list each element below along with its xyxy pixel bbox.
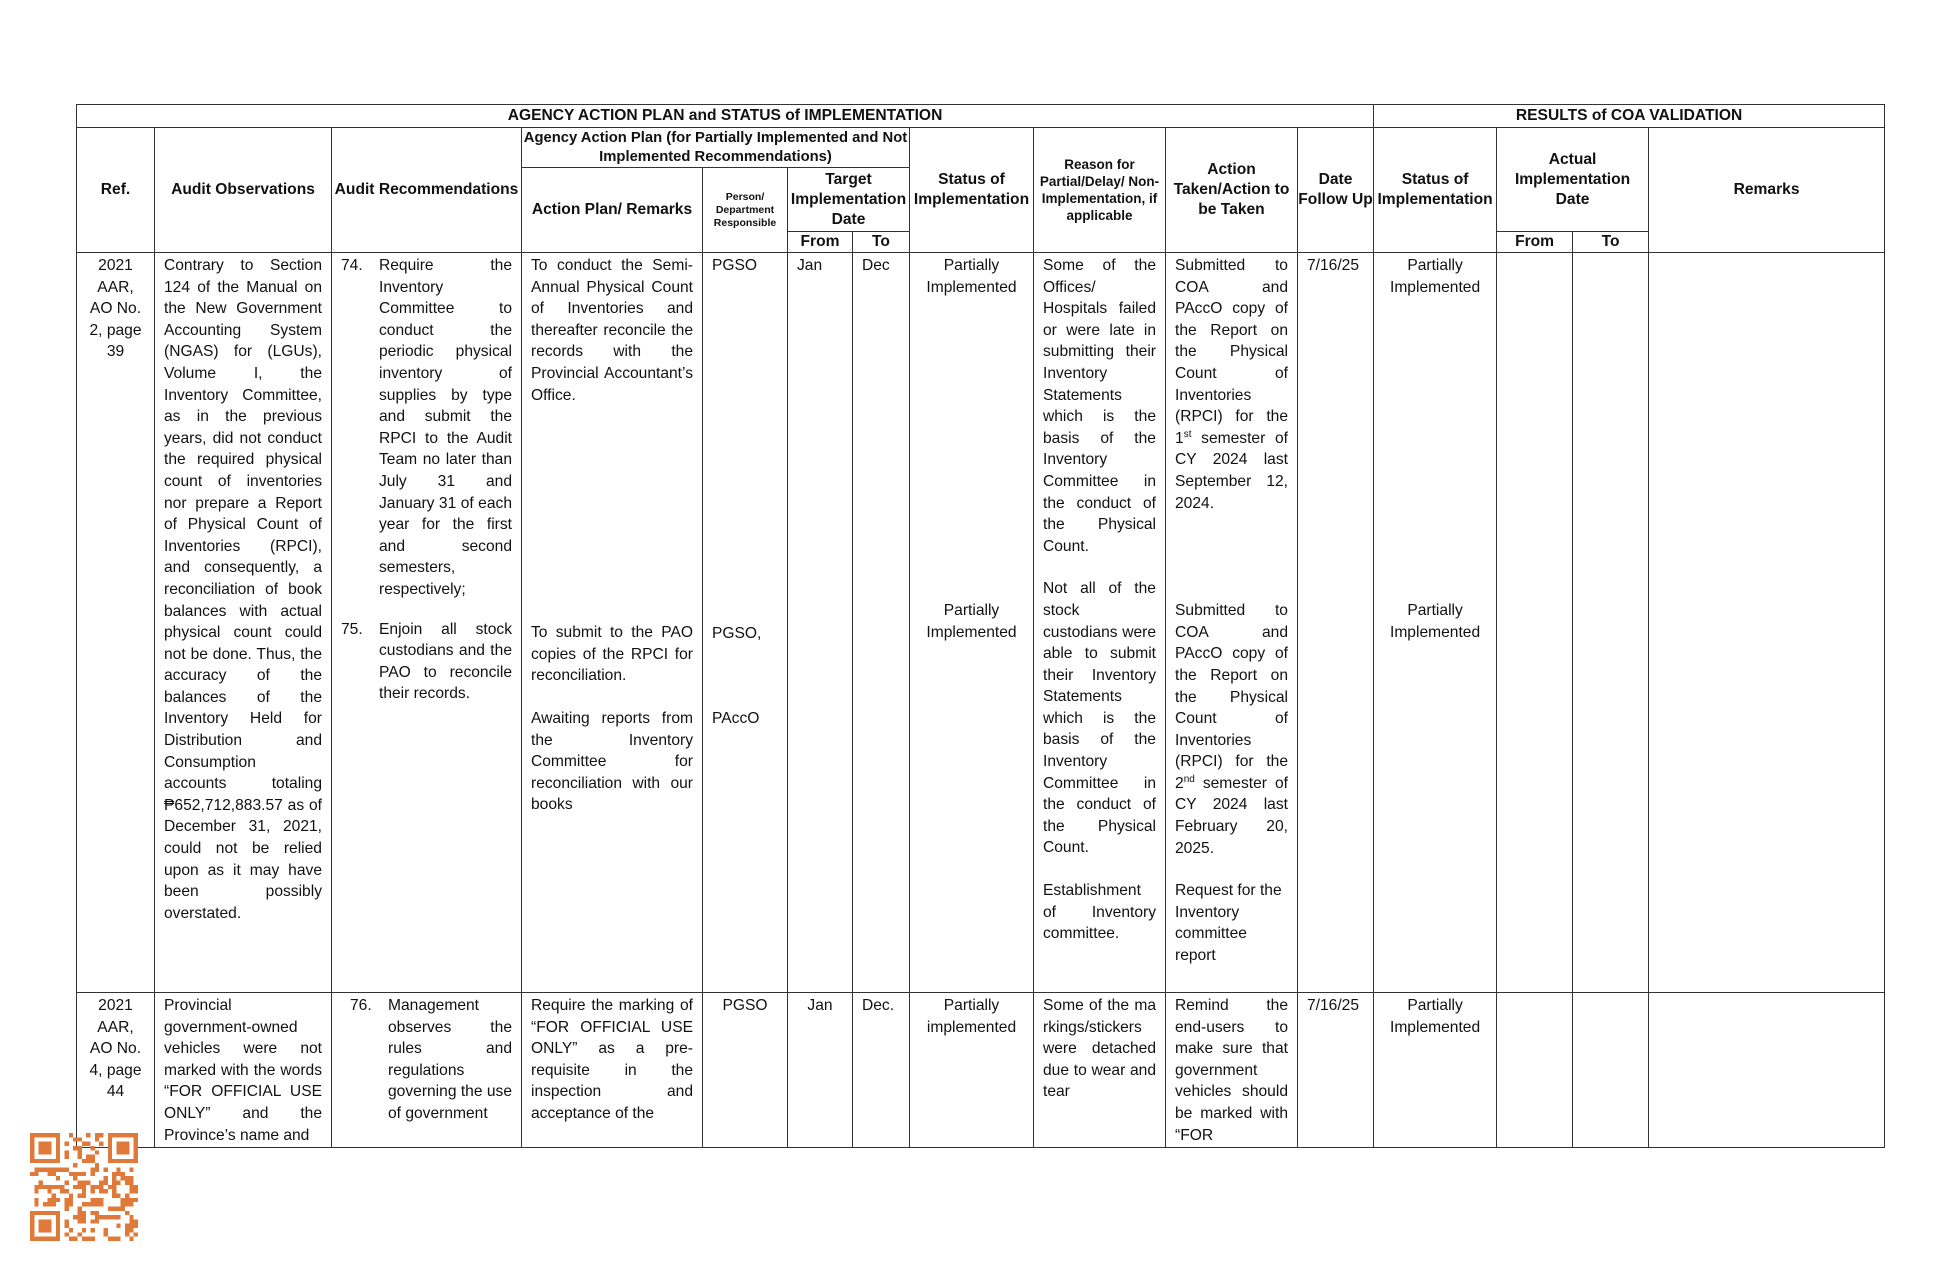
person-text: PGSO	[722, 997, 768, 1014]
actual-date-header: Actual Implementation Date	[1497, 128, 1649, 232]
action-plan-cell	[522, 253, 703, 993]
table-row	[77, 253, 1885, 993]
actual-to-cell	[1573, 253, 1649, 993]
ref-line: 39	[106, 343, 125, 361]
ref-line: 2, page	[89, 321, 142, 339]
audit-recommendations-header: Audit Recommendations	[332, 128, 522, 253]
coa-title: RESULTS of COA VALIDATION	[1374, 105, 1885, 128]
observation-text: Contrary to Section 124 of the Manual on the New Government Accounting System (NGAS) for (LGUs), Volume I, the Inventory Committee, as in the previous years, did not conduct the required physical count of inventories nor prepare a Report of Physical Count of Inventories (RPCI), and consequently, a reconciliation of book balances with actual physical count could not be done. Thus, the accuracy of the balances of the Inventory Held for Distribution and Consumption accounts totaling ₱652,712,883.57 as of December 31, 2021, could not be relied upon as it may have been possibly overstated.	[164, 257, 322, 922]
reason-header: Reason for Partial/Delay/ Non-Implementation, if applicable	[1034, 128, 1166, 253]
target-to-text: Dec	[862, 257, 890, 274]
actual-to-cell	[1573, 993, 1649, 1148]
recommendations-cell	[332, 253, 522, 993]
action-plan-cell	[522, 993, 703, 1148]
target-to-text: Dec.	[862, 997, 895, 1014]
actual-from-cell	[1497, 993, 1573, 1148]
recommendation-number: 74.	[341, 257, 363, 274]
coa-status-text: Partially Implemented	[1389, 257, 1481, 296]
reason-cell	[1034, 253, 1166, 993]
status-header: Status of Implementation	[910, 128, 1034, 253]
target-from-cell	[788, 993, 853, 1148]
ref-line: 2021	[98, 257, 133, 274]
action-plan-table	[76, 104, 1885, 1148]
date-follow-up-header: Date Follow Up	[1298, 128, 1374, 253]
reason-text: Some of the markings/stickers were detached due to wear and tear	[1043, 997, 1156, 1101]
action-taken-text: Request for the Inventory committee report	[1175, 882, 1282, 965]
recommendation-item	[341, 619, 512, 705]
coa-status-cell	[1374, 993, 1497, 1148]
observation-text: Provincial government-owned vehicles were not marked with the words “FOR OFFICIAL USE ONLY” and the Province’s name and	[164, 997, 322, 1144]
action-plan-text: To conduct the Semi-Annual Physical Count of Inventories and thereafter reconcile the records with the Provincial Accountant’s Office.	[531, 257, 693, 404]
person-cell	[703, 993, 788, 1148]
ref-cell	[77, 993, 155, 1148]
ref-line: 4, page	[89, 1061, 142, 1079]
follow-up-text: 7/16/25	[1307, 997, 1360, 1014]
recommendation-text: Require the Inventory Committee to conduct the periodic physical inventory of supplies by type and submit the RPCI to the Audit Team no later than July 31 and January 31 of each year for the first and second semesters, respectively;	[379, 257, 512, 598]
action-taken-header: Action Taken/Action to be Taken	[1166, 128, 1298, 253]
audit-observations-header: Audit Observations	[155, 128, 332, 253]
ref-line: 44	[106, 1083, 125, 1101]
action-taken-cell	[1166, 253, 1298, 993]
follow-up-cell	[1298, 993, 1374, 1148]
recommendation-number: 76.	[350, 997, 372, 1014]
reason-text: Some of the Offices/ Hospitals failed or were late in submitting their Inventory Statements which is the basis of the Inventory Committee in the conduct of the Physical Count.	[1043, 257, 1156, 555]
actual-from-cell	[1497, 253, 1573, 993]
recommendations-cell	[332, 993, 522, 1148]
reason-text: Establishment of Inventory committee.	[1043, 882, 1156, 943]
recommendation-text: Management observes the rules and regulations governing the use of government	[388, 997, 512, 1122]
actual-from-header: From	[1497, 232, 1573, 253]
person-text: PGSO,	[712, 624, 762, 642]
status-cell	[910, 993, 1034, 1148]
coa-status-header: Status of Implementation	[1374, 128, 1497, 253]
person-cell	[703, 253, 788, 993]
target-date-header: Target Implementation Date	[788, 168, 910, 232]
reason-text: Not all of the stock custodians were able to submit their Inventory Statements which is the basis of the Inventory Committee in the conduct of the Physical Count.	[1043, 580, 1156, 857]
table-row	[77, 993, 1885, 1148]
ref-line: AO No.	[89, 1040, 142, 1058]
ref-line: 2021	[98, 997, 133, 1014]
status-cell	[910, 253, 1034, 993]
agency-plan-group-header: Agency Action Plan (for Partially Implemented and Not Implemented Recommendations)	[522, 128, 910, 168]
ref-header: Ref.	[77, 128, 155, 253]
action-plan-header: Action Plan/ Remarks	[522, 168, 703, 253]
target-to-header: To	[853, 232, 910, 253]
action-taken-text: Submitted to COA and PAccO copy of the Report on the Physical Count of Inventories (RPCI) for the 2nd semester of CY 2024 last February 20, 2025.	[1175, 602, 1288, 857]
observation-cell	[155, 253, 332, 993]
observation-cell	[155, 993, 332, 1148]
follow-up-text: 7/16/25	[1307, 257, 1360, 274]
recommendation-item	[341, 255, 512, 601]
agency-title: AGENCY ACTION PLAN and STATUS of IMPLEMENTATION	[77, 105, 1374, 128]
person-responsible-header: Person/ Department Responsible	[703, 168, 788, 253]
target-from-cell	[788, 253, 853, 993]
coa-status-text: Partially Implemented	[1389, 602, 1481, 641]
recommendation-item	[350, 995, 512, 1125]
actual-to-header: To	[1573, 232, 1649, 253]
action-plan-text: To submit to the PAO copies of the RPCI for reconciliation.	[531, 624, 693, 685]
target-to-cell	[853, 993, 910, 1148]
action-taken-cell	[1166, 993, 1298, 1148]
reason-cell	[1034, 993, 1166, 1148]
coa-status-cell	[1374, 253, 1497, 993]
coa-status-text: Partially Implemented	[1389, 997, 1481, 1036]
target-from-text: Jan	[797, 257, 823, 274]
table-title-row	[77, 105, 1885, 128]
remarks-cell	[1649, 993, 1885, 1148]
person-text: PAccO	[712, 710, 760, 728]
remarks-header: Remarks	[1649, 128, 1885, 253]
action-plan-text: Awaiting reports from the Inventory Committee for reconciliation with our books	[531, 709, 693, 814]
qr-code-icon	[30, 1133, 138, 1241]
recommendation-number: 75.	[341, 620, 363, 638]
ref-cell	[77, 253, 155, 993]
header-row	[77, 128, 1885, 168]
person-text: PGSO	[712, 257, 758, 274]
ref-line: AO No.	[89, 300, 142, 318]
status-text: Partially Implemented	[926, 602, 1017, 641]
action-plan-text: Require the marking of “FOR OFFICIAL USE ONLY” as a pre-requisite in the inspection and acceptance of the	[531, 997, 693, 1122]
action-taken-text: Remind the end-users to make sure that government vehicles should be marked with “FOR	[1175, 997, 1288, 1144]
ref-line: AAR,	[97, 278, 134, 296]
status-text: Partially Implemented	[926, 257, 1017, 296]
target-from-text: Jan	[807, 997, 833, 1014]
recommendation-text: Enjoin all stock custodians and the PAO to reconcile their records.	[379, 620, 512, 703]
ref-line: AAR,	[97, 1018, 134, 1036]
action-taken-text: Submitted to COA and PAccO copy of the Report on the Physical Count of Inventories (RPCI) for the 1st semester of CY 2024 last September 12, 2024.	[1175, 257, 1288, 512]
follow-up-cell	[1298, 253, 1374, 993]
remarks-cell	[1649, 253, 1885, 993]
target-from-header: From	[788, 232, 853, 253]
status-text: Partially implemented	[926, 997, 1017, 1036]
target-to-cell	[853, 253, 910, 993]
